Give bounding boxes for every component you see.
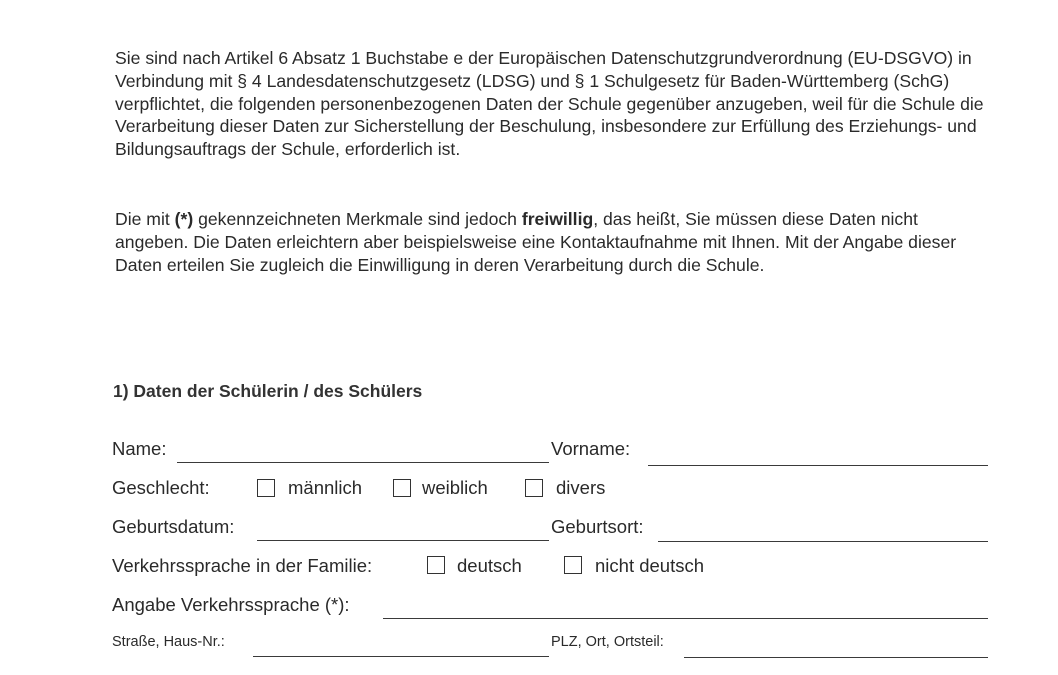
geburtsdatum-field[interactable] [257,540,549,541]
p2-text-a: Die mit [115,209,175,229]
checkbox-deutsch[interactable] [427,556,445,574]
vorname-field[interactable] [648,465,988,466]
geschlecht-label: Geschlecht: [112,477,210,498]
name-field[interactable] [177,462,549,463]
checkbox-maennlich[interactable] [257,479,275,497]
option-divers-label: divers [556,477,606,498]
option-weiblich-label: weiblich [422,477,488,498]
geburtsort-label: Geburtsort: [551,516,644,537]
p2-text-b: gekennzeichneten Merkmale sind jedoch [193,209,522,229]
intro-paragraph-legal-basis: Sie sind nach Artikel 6 Absatz 1 Buchstabe e der Europäischen Datenschutzgrundverordnung (EU-DSGVO) in Verbindung mit § 4 Landesdatenschutzgesetz (LDSG) und § 1 Schulgesetz für Baden-Württemberg (SchG) verpflichtet, die folgenden personenbezogenen Daten der Schule gegenüber anzugeben, weil für die Schule die Verarbeitung dieser Daten zur Sicherstellung der Beschulung, insbesondere zur Erfüllung des Erziehungs- und Bildungsauftrags der Schule, erforderlich ist. [115,48,984,160]
checkbox-weiblich[interactable] [393,479,411,497]
checkbox-nicht-deutsch[interactable] [564,556,582,574]
angabe-verkehrssprache-label: Angabe Verkehrssprache (*): [112,594,350,615]
freiwillig-emphasis: freiwillig [521,209,594,229]
plz-ort-label: PLZ, Ort, Ortsteil: [551,634,664,650]
p2-text-c: , das heißt, Sie müssen diese Daten nicht angeben. Die Daten erleichtern aber beispielsweise eine Kontaktaufnahme mit Ihnen. Mit der Angabe dieser Daten erteilen Sie zugleich die Einwilligung in deren Verarbeitung durch die Schule. [115,209,957,275]
strasse-field[interactable] [253,656,549,657]
plz-ort-field[interactable] [684,657,988,658]
strasse-label: Straße, Haus-Nr.: [112,634,225,650]
name-label: Name: [112,438,167,459]
optional-marker: (*) [174,209,194,229]
option-deutsch-label: deutsch [457,555,522,576]
checkbox-divers[interactable] [525,479,543,497]
verkehrssprache-label: Verkehrssprache in der Familie: [112,555,373,576]
option-nicht-deutsch-label: nicht deutsch [595,555,705,576]
option-maennlich-label: männlich [288,477,363,498]
angabe-verkehrssprache-field[interactable] [383,618,988,619]
geburtsdatum-label: Geburtsdatum: [112,516,235,537]
intro-paragraph-voluntary [115,208,995,276]
geburtsort-field[interactable] [658,541,988,542]
section-heading-student-data: 1) Daten der Schülerin / des Schülers [113,381,423,401]
vorname-label: Vorname: [551,438,631,459]
